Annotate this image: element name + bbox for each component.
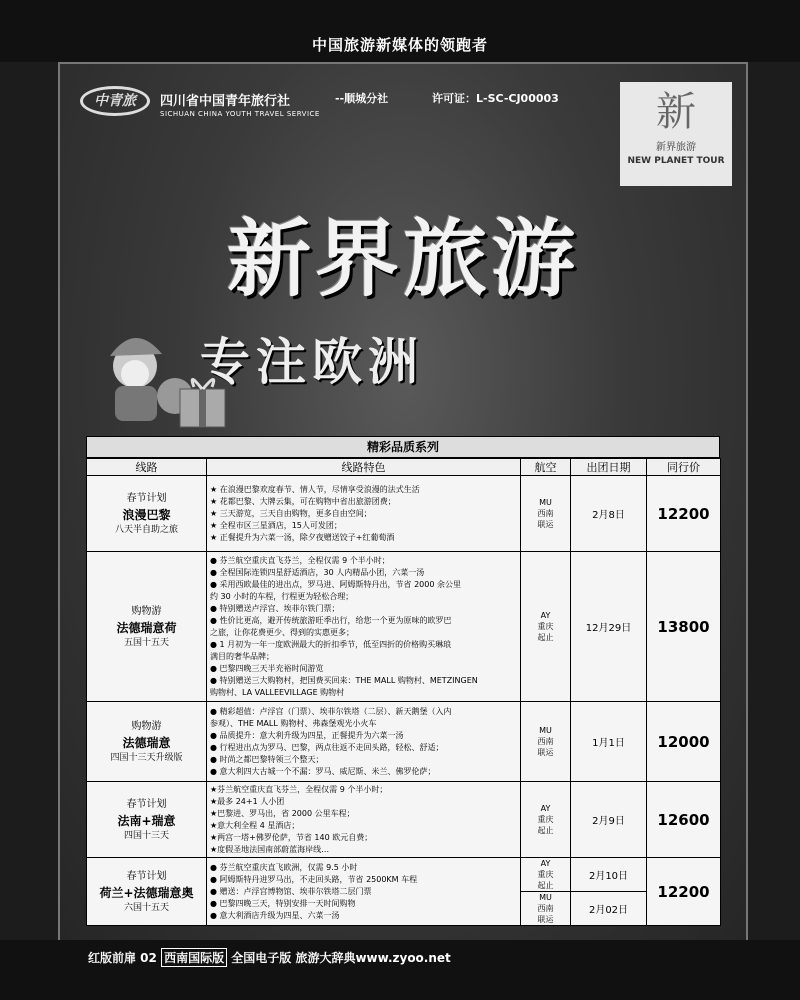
route-name: 浪漫巴黎: [122, 507, 171, 522]
route-name: 法德瑞意荷: [116, 620, 177, 635]
feature-item: ● 时尚之都巴黎特领三个整天；: [210, 754, 324, 764]
airline-route: 重庆: [537, 815, 554, 824]
feature-item: ★两宫一塔+佛罗伦萨，节省 140 欧元自费；: [210, 832, 373, 842]
feature-item: ● 性价比更高，避开传统旅游旺季出行，给您一个更为原味的欧罗巴: [210, 615, 452, 625]
feature-item: ● 意大利酒店升级为四星、六菜一汤: [210, 910, 340, 920]
airline-cell: [521, 892, 571, 926]
airline-cell: [521, 476, 571, 552]
route-duration: 四国十三天升级版: [110, 752, 183, 763]
airline-type: 起止: [537, 881, 554, 890]
feature-item: ● 巴黎四晚三天半充裕时间游览: [210, 663, 324, 673]
brand-name-en: NEW PLANET TOUR: [627, 156, 725, 166]
route-cell: [87, 702, 207, 782]
ad-frame: [58, 62, 748, 944]
table-row: [87, 702, 721, 782]
feature-item: ● 行程进出点为罗马、巴黎，两点往返不走回头路，轻松、舒适；: [210, 742, 444, 752]
departure-date: 12月29日: [571, 552, 647, 702]
route-duration: 六国十五天: [123, 902, 169, 913]
airline-route: 西南: [537, 904, 554, 913]
route-name: 荷兰+法德瑞意奥: [99, 885, 194, 900]
feature-item: ● 赠送：卢浮宫博物馆、埃菲尔铁塔二层门票: [210, 886, 372, 896]
departure-date: 1月1日: [571, 702, 647, 782]
route-sub: 购物游: [131, 605, 162, 617]
col-route: 线路: [87, 459, 207, 476]
route-cell: [87, 552, 207, 702]
agency-name: 四川省中国青年旅行社: [160, 94, 291, 109]
table-row: [87, 476, 721, 552]
airline-type: 起止: [537, 826, 554, 835]
airline-type: 起止: [537, 633, 554, 642]
route-cell: [87, 476, 207, 552]
feature-item: ● 精彩超值：卢浮宫（门票）、埃菲尔铁塔（二层）、新天鹅堡（入内: [210, 706, 452, 716]
feature-item: ● 芬兰航空重庆直飞欧洲，仅需 9.5 小时: [210, 862, 358, 872]
airline-code: MU: [539, 893, 552, 902]
feature-item: ★ 花都巴黎、大牌云集，可在购物中省出旅游团费；: [210, 496, 396, 506]
route-name: 法德瑞意: [122, 735, 171, 750]
feature-item: ★巴黎进、罗马出，省 2000 公里车程；: [210, 808, 355, 818]
airline-cell: [521, 702, 571, 782]
feature-item: ● 品质提升：意大利升级为四星，正餐提升为六菜一汤: [210, 730, 404, 740]
airline-code: AY: [540, 611, 551, 620]
brand-name-cn: 新界旅游: [656, 142, 696, 153]
price: 12600: [647, 782, 721, 858]
tour-table: [86, 436, 720, 926]
route-sub: 春节计划: [126, 492, 167, 504]
route-cell: [87, 782, 207, 858]
feature-item: ● 巴黎四晚三天，特别安排一天时间购物: [210, 898, 356, 908]
feature-item: ★ 正餐提升为六菜一汤，除夕夜赠送饺子+红葡萄酒: [210, 532, 395, 542]
route-duration: 五国十五天: [123, 637, 169, 648]
agency-license: 许可证：L-SC-CJ00003: [432, 92, 559, 105]
table-title: 精彩品质系列: [86, 436, 720, 458]
route-name: 法南+瑞意: [117, 813, 176, 828]
feature-item: ★ 三天游览，三天自由购物，更多自由空间；: [210, 508, 372, 518]
agency-branch: --顺城分社: [335, 92, 389, 105]
departure-date: 2月10日: [571, 858, 647, 892]
headline-title: 新界旅游: [226, 209, 579, 308]
feature-item: ● 采用西欧最佳的进出点，罗马进、阿姆斯特丹出，节省 2000 余公里: [210, 579, 461, 589]
price: 12200: [647, 476, 721, 552]
feature-item: 之旅，让你花费更少、得到的实惠更多；: [210, 627, 354, 637]
feature-item: 参观）、THE MALL 购物村、弗森堡观光小火车: [210, 718, 377, 728]
agency-english-name: SICHUAN CHINA YOUTH TRAVEL SERVICE: [160, 110, 320, 118]
table-row: [87, 782, 721, 858]
slogan: 中国旅游新媒体的领跑者: [311, 36, 488, 54]
departure-date: 2月8日: [571, 476, 647, 552]
footer-site: 全国电子版 旅游大辞典www.zyoo.net: [231, 951, 451, 965]
airline-code: AY: [540, 804, 551, 813]
airline-type: 联运: [537, 915, 554, 924]
agency-header: [80, 86, 600, 126]
airline-type: 联运: [537, 748, 554, 757]
route-sub: 春节计划: [126, 870, 167, 882]
airline-route: 重庆: [537, 870, 554, 879]
feature-item: 购物村、LA VALLEEVILLAGE 购物村: [210, 687, 345, 697]
col-price: 同行价: [647, 459, 721, 476]
footer-prefix: 红版前扉 02: [88, 951, 157, 965]
feature-list: [207, 476, 521, 552]
feature-item: ● 特别赠送卢浮宫、埃菲尔铁门票；: [210, 603, 340, 613]
col-airline: 航空: [521, 459, 571, 476]
feature-item: 约 30 小时的车程，行程更为轻松合理；: [210, 591, 354, 601]
feature-item: ● 全程国际连锁四星舒适酒店，30 人内精品小团，六菜一汤: [210, 567, 425, 577]
airline-code: AY: [540, 859, 551, 868]
table-header-row: [87, 459, 721, 476]
airline-code: MU: [539, 726, 552, 735]
departure-date: 2月02日: [571, 892, 647, 926]
feature-list: [207, 552, 521, 702]
brand-logo: [620, 82, 732, 186]
route-sub: 春节计划: [126, 798, 167, 810]
feature-item: 满目的奢华品牌；: [210, 651, 274, 661]
price: 13800: [647, 552, 721, 702]
route-cell: [87, 858, 207, 926]
feature-item: ● 阿姆斯特丹进罗马出，不走回头路，节省 2500KM 车程: [210, 874, 418, 884]
brand-mark: 新: [656, 89, 696, 135]
feature-item: ★ 全程市区三星酒店，15人可发团；: [210, 520, 342, 530]
feature-item: ● 芬兰航空重庆直飞芬兰，全程仅需 9 个半小时；: [210, 555, 390, 565]
feature-item: ● 特别赠送三大购物村，把国费买回来：THE MALL 购物村、METZINGEN: [210, 675, 478, 685]
col-date: 出团日期: [571, 459, 647, 476]
feature-list: [207, 858, 521, 926]
feature-list: [207, 782, 521, 858]
departure-date: 2月9日: [571, 782, 647, 858]
route-duration: 四国十三天: [123, 830, 169, 841]
price: 12200: [647, 858, 721, 926]
headline-subtitle: 专注欧洲: [200, 332, 424, 391]
airline-route: 西南: [537, 737, 554, 746]
feature-item: ● 1 月初为一年一度欧洲最大的折扣季节，低至四折的价格购买琳琅: [210, 639, 452, 649]
footer-text: [88, 948, 451, 967]
feature-item: ★ 在浪漫巴黎欢度春节、情人节，尽情享受浪漫的法式生活: [210, 484, 420, 494]
feature-item: ★度假圣地法国南部蔚蓝海岸线…: [210, 844, 330, 854]
feature-item: ● 意大利四大古城一个不漏：罗马、威尼斯、米兰、佛罗伦萨；: [210, 766, 436, 776]
feature-list: [207, 702, 521, 782]
airline-cell: [521, 858, 571, 892]
feature-item: ★意大利全程 4 星酒店；: [210, 820, 300, 830]
airline-type: 联运: [537, 520, 554, 529]
airline-cell: [521, 782, 571, 858]
feature-item: ★最多 24+1 人小团: [210, 796, 285, 806]
airline-cell: [521, 552, 571, 702]
footer-edition-box: 西南国际版: [161, 948, 227, 967]
top-banner: [0, 0, 800, 62]
route-sub: 购物游: [131, 720, 162, 732]
route-duration: 八天半自助之旅: [114, 524, 178, 535]
price: 12000: [647, 702, 721, 782]
table-row: [87, 552, 721, 702]
airline-route: 重庆: [537, 622, 554, 631]
col-features: 线路特色: [207, 459, 521, 476]
airline-route: 西南: [537, 509, 554, 518]
footer-bar: [0, 940, 800, 1000]
feature-item: ★芬兰航空重庆直飞芬兰，全程仅需 9 个半小时；: [210, 784, 388, 794]
airline-code: MU: [539, 498, 552, 507]
table-row: [87, 858, 721, 892]
agency-logo: 中青旅: [80, 86, 150, 116]
